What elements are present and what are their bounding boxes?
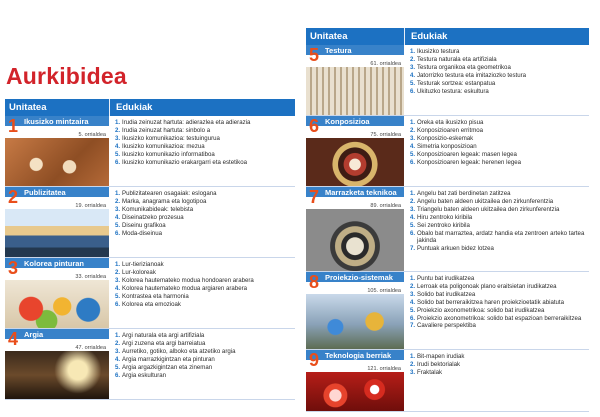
unit-row bbox=[306, 116, 589, 187]
content-item bbox=[410, 151, 585, 159]
item-text: Moda-diseinua bbox=[122, 229, 162, 237]
unit-row bbox=[5, 187, 295, 258]
item-text: Konposizio-eskemak bbox=[417, 134, 474, 142]
item-number: 6. bbox=[410, 229, 416, 237]
item-number: 2. bbox=[115, 268, 121, 276]
content-item bbox=[410, 135, 585, 143]
unit-number: 2 bbox=[8, 187, 19, 207]
unit-name: Marrazketa teknikoa bbox=[325, 188, 397, 197]
item-text: Ikusizko komunikazioa: mezua bbox=[122, 142, 205, 150]
unit-name: Testura bbox=[325, 46, 352, 55]
item-number: 3. bbox=[410, 290, 416, 298]
content-item bbox=[410, 190, 585, 198]
content-item bbox=[410, 159, 585, 167]
content-column-header: Edukiak bbox=[404, 28, 447, 45]
item-number: 1. bbox=[115, 332, 121, 339]
unit-number: 6 bbox=[309, 116, 320, 136]
unit-number: 3 bbox=[8, 258, 19, 278]
item-number: 6. bbox=[410, 158, 416, 166]
item-text: Konposizioaren erritmoa bbox=[417, 126, 484, 134]
unit-number: 4 bbox=[8, 329, 19, 349]
item-number: 5. bbox=[115, 150, 121, 158]
content-item bbox=[410, 214, 585, 222]
content-item bbox=[410, 198, 585, 206]
content-list bbox=[109, 258, 295, 328]
item-number: 4. bbox=[115, 355, 121, 363]
content-item bbox=[410, 315, 585, 323]
content-list bbox=[404, 350, 589, 411]
item-number: 3. bbox=[410, 63, 416, 71]
item-number: 5. bbox=[115, 292, 121, 300]
item-text: Solido bat berreraikitzea haren proiekzioetatik abiatuta bbox=[417, 298, 565, 306]
item-text: Cavaliere perspektiba bbox=[417, 322, 476, 330]
item-number: 4. bbox=[115, 142, 121, 150]
item-number: 3. bbox=[115, 205, 121, 213]
item-text: Ikusizko komunikazio erakargarri eta estetikoa bbox=[122, 158, 247, 166]
content-item bbox=[115, 301, 291, 309]
item-text: Ukituzko testura: eskultura bbox=[417, 87, 489, 95]
item-number: 3. bbox=[115, 134, 121, 142]
item-text: Irudia zeinuzat hartuta: adierazlea eta adierazia bbox=[122, 119, 251, 126]
toc-table-left bbox=[5, 99, 295, 400]
item-text: Fraktalak bbox=[417, 368, 443, 376]
content-column-header: Edukiak bbox=[109, 99, 152, 116]
item-text: Aurretiko, gotiko, alboko eta atzetiko argia bbox=[122, 347, 236, 355]
item-number: 7. bbox=[410, 322, 416, 330]
content-list bbox=[109, 187, 295, 257]
content-list bbox=[109, 116, 295, 186]
content-item bbox=[410, 48, 585, 56]
item-text: Kolorea eta emozioak bbox=[122, 300, 181, 308]
unit-name: Argia bbox=[24, 330, 44, 339]
unit-number: 9 bbox=[309, 350, 320, 370]
item-text: Kolorea hautemateko modua hondoaren arabera bbox=[122, 276, 254, 284]
unit-column-header: Unitatea bbox=[9, 102, 47, 113]
content-item bbox=[410, 143, 585, 151]
unit-row bbox=[306, 350, 589, 412]
unit-page-ref: 75. orrialdea bbox=[370, 132, 401, 138]
item-number: 6. bbox=[115, 158, 121, 166]
unit-number: 5 bbox=[309, 45, 320, 65]
content-list bbox=[109, 329, 295, 399]
content-item bbox=[115, 285, 291, 293]
item-text: Argia marrazkigintzan eta pinturan bbox=[122, 355, 215, 363]
item-number: 1. bbox=[115, 261, 121, 268]
unit-thumbnail bbox=[5, 187, 109, 257]
content-item bbox=[410, 369, 585, 377]
content-item bbox=[115, 332, 291, 340]
table-header bbox=[5, 99, 295, 116]
item-text: Kolorea hautemateko modua argiaren arabera bbox=[122, 284, 248, 292]
content-item bbox=[410, 283, 585, 291]
unit-image bbox=[306, 372, 404, 411]
content-item bbox=[115, 143, 291, 151]
item-number: 2. bbox=[115, 339, 121, 347]
item-number: 3. bbox=[115, 347, 121, 355]
item-number: 2. bbox=[410, 282, 416, 290]
item-number: 2. bbox=[410, 126, 416, 134]
content-item bbox=[410, 307, 585, 315]
item-number: 4. bbox=[410, 213, 416, 221]
item-number: 2. bbox=[410, 55, 416, 63]
table-header bbox=[306, 28, 589, 45]
unit-image bbox=[306, 67, 404, 115]
item-text: Lur-tierizianoak bbox=[122, 261, 164, 268]
content-item bbox=[410, 127, 585, 135]
content-list bbox=[404, 272, 589, 349]
item-number: 1. bbox=[410, 48, 416, 55]
item-number: 4. bbox=[115, 284, 121, 292]
item-text: Argi naturala eta argi artifiziala bbox=[122, 332, 205, 339]
item-number: 2. bbox=[115, 197, 121, 205]
content-item bbox=[410, 88, 585, 96]
item-text: Irudi bektorialak bbox=[417, 360, 461, 368]
content-item bbox=[410, 275, 585, 283]
item-number: 4. bbox=[115, 213, 121, 221]
content-item bbox=[410, 64, 585, 72]
content-item bbox=[115, 269, 291, 277]
unit-page-ref: 33. orrialdea bbox=[75, 274, 106, 280]
item-text: Hiru zentroko kiribila bbox=[417, 213, 473, 221]
item-number: 6. bbox=[410, 87, 416, 95]
unit-row bbox=[5, 258, 295, 329]
content-item bbox=[115, 198, 291, 206]
toc-table-right bbox=[306, 28, 589, 412]
content-item bbox=[410, 222, 585, 230]
item-text: Angelu bat zati berdinetan zatitzea bbox=[417, 190, 511, 197]
item-text: Argia argazkigintzan eta zineman bbox=[122, 363, 213, 371]
unit-title-bar bbox=[306, 45, 404, 55]
unit-thumbnail bbox=[306, 116, 404, 186]
content-item bbox=[115, 214, 291, 222]
unit-thumbnail bbox=[5, 116, 109, 186]
unit-column-header: Unitatea bbox=[310, 31, 348, 42]
unit-thumbnail bbox=[5, 329, 109, 399]
content-item bbox=[115, 261, 291, 269]
content-item bbox=[115, 127, 291, 135]
content-item bbox=[115, 222, 291, 230]
unit-name: Teknologia berriak bbox=[325, 351, 392, 360]
content-list bbox=[404, 187, 589, 271]
unit-thumbnail bbox=[306, 45, 404, 115]
item-number: 6. bbox=[115, 371, 121, 379]
content-item bbox=[115, 356, 291, 364]
item-text: Ikusizko komunikazio informatiboa bbox=[122, 150, 215, 158]
item-text: Lur-koloreak bbox=[122, 268, 156, 276]
item-text: Ikusizko komunikazioa: testuinguruа bbox=[122, 134, 220, 142]
content-item bbox=[115, 293, 291, 301]
unit-image bbox=[5, 138, 109, 186]
unit-page-ref: 5. orrialdea bbox=[78, 132, 106, 138]
unit-image bbox=[306, 209, 404, 271]
item-text: Testura naturala eta artifiziala bbox=[417, 55, 497, 63]
content-item bbox=[410, 230, 585, 246]
content-item bbox=[115, 230, 291, 238]
unit-row bbox=[306, 45, 589, 116]
unit-image bbox=[5, 280, 109, 328]
content-list bbox=[404, 116, 589, 186]
unit-name: Ikusizko mintzaira bbox=[24, 117, 89, 126]
unit-thumbnail bbox=[306, 272, 404, 349]
content-item bbox=[410, 245, 585, 253]
item-text: Puntuak arkuen bidez lotzea bbox=[417, 245, 494, 253]
content-item bbox=[115, 151, 291, 159]
item-number: 5. bbox=[410, 306, 416, 314]
item-text: Ikusizko testura bbox=[417, 48, 460, 55]
item-text: Diseinatzeko prozesua bbox=[122, 213, 184, 221]
unit-row bbox=[5, 116, 295, 187]
item-text: Bit-mapen irudiak bbox=[417, 353, 465, 360]
unit-image bbox=[5, 209, 109, 257]
item-number: 6. bbox=[410, 314, 416, 322]
item-number: 5. bbox=[410, 79, 416, 87]
content-item bbox=[410, 206, 585, 214]
item-text: Solido bat irudikatzea bbox=[417, 290, 476, 298]
item-text: Angelu baten aldeen ukitzailea den zirkunferentzia bbox=[417, 197, 554, 205]
unit-thumbnail bbox=[306, 350, 404, 411]
item-number: 3. bbox=[115, 276, 121, 284]
content-item bbox=[115, 340, 291, 348]
item-number: 2. bbox=[115, 126, 121, 134]
unit-row bbox=[5, 329, 295, 400]
item-text: Testura organikoa eta geometrikoa bbox=[417, 63, 511, 71]
item-text: Proiekzio axonometrikoa: solido bat espazioan berreraikitzea bbox=[417, 314, 582, 322]
item-text: Komunikabideak: telebista bbox=[122, 205, 194, 213]
unit-row bbox=[306, 272, 589, 350]
item-text: Testurak sortzea: estanpatua bbox=[417, 79, 496, 87]
unit-title-bar bbox=[5, 329, 109, 339]
item-number: 1. bbox=[410, 190, 416, 197]
item-number: 1. bbox=[410, 119, 416, 126]
unit-page-ref: 105. orrialdea bbox=[367, 288, 401, 294]
content-item bbox=[115, 159, 291, 167]
content-item bbox=[115, 190, 291, 198]
unit-name: Publizitatea bbox=[24, 188, 66, 197]
item-text: Oreka eta ikusizko pisua bbox=[417, 119, 484, 126]
item-text: Diseinu grafikoa bbox=[122, 221, 166, 229]
item-number: 3. bbox=[410, 205, 416, 213]
item-number: 5. bbox=[115, 221, 121, 229]
unit-image bbox=[306, 294, 404, 349]
item-text: Puntu bat irudikatzea bbox=[417, 275, 475, 282]
unit-number: 1 bbox=[8, 116, 19, 136]
content-item bbox=[410, 322, 585, 330]
item-number: 7. bbox=[410, 245, 416, 253]
item-text: Konposizioaren legeak: masen legea bbox=[417, 150, 517, 158]
unit-page-ref: 19. orrialdea bbox=[75, 203, 106, 209]
item-number: 4. bbox=[410, 142, 416, 150]
content-item bbox=[115, 372, 291, 380]
content-item bbox=[115, 277, 291, 285]
content-item bbox=[410, 299, 585, 307]
item-number: 4. bbox=[410, 298, 416, 306]
item-text: Kontrastea eta harmonia bbox=[122, 292, 189, 300]
unit-image bbox=[5, 351, 109, 399]
unit-page-ref: 47. orrialdea bbox=[75, 345, 106, 351]
content-item bbox=[410, 119, 585, 127]
item-text: Irudia zeinuzat hartuta: sinbolo a bbox=[122, 126, 211, 134]
item-text: Argia eskulturan bbox=[122, 371, 167, 379]
item-number: 5. bbox=[410, 221, 416, 229]
page-title: Aurkibidea bbox=[6, 63, 127, 89]
content-item bbox=[115, 364, 291, 372]
content-item bbox=[115, 135, 291, 143]
item-text: Lerroak eta poligonoak plano eraitsietan irudikatzea bbox=[417, 282, 557, 290]
item-text: Konposizioaren legeak: herenen legea bbox=[417, 158, 522, 166]
unit-page-ref: 121. orrialdea bbox=[367, 366, 401, 372]
unit-number: 8 bbox=[309, 272, 320, 292]
item-number: 5. bbox=[410, 150, 416, 158]
content-item bbox=[410, 291, 585, 299]
item-number: 1. bbox=[115, 119, 121, 126]
item-number: 3. bbox=[410, 134, 416, 142]
item-number: 6. bbox=[115, 300, 121, 308]
unit-name: Kolorea pinturan bbox=[24, 259, 85, 268]
content-item bbox=[410, 80, 585, 88]
content-item bbox=[115, 119, 291, 127]
item-text: Publizitatearen osagaiak: eslogana bbox=[122, 190, 217, 197]
unit-image bbox=[306, 138, 404, 186]
content-item bbox=[115, 348, 291, 356]
item-text: Argi zuzena eta argi barreiatua bbox=[122, 339, 206, 347]
item-text: Triangelu baten aldeen ukitzailea den zirkunferentzia bbox=[417, 205, 560, 213]
item-number: 3. bbox=[410, 368, 416, 376]
item-number: 1. bbox=[115, 190, 121, 197]
item-text: Marka, anagrama eta logotipoa bbox=[122, 197, 207, 205]
item-number: 4. bbox=[410, 71, 416, 79]
item-number: 2. bbox=[410, 360, 416, 368]
content-item bbox=[115, 206, 291, 214]
content-item bbox=[410, 361, 585, 369]
item-number: 6. bbox=[115, 229, 121, 237]
unit-row bbox=[306, 187, 589, 272]
unit-thumbnail bbox=[5, 258, 109, 328]
item-text: Proiekzio axonometrikoa: solido bat irudikatzea bbox=[417, 306, 545, 314]
item-number: 1. bbox=[410, 275, 416, 282]
unit-page-ref: 61. orrialdea bbox=[370, 61, 401, 67]
unit-page-ref: 89. orrialdea bbox=[370, 203, 401, 209]
item-number: 5. bbox=[115, 363, 121, 371]
unit-number: 7 bbox=[309, 187, 320, 207]
item-text: Simetria konposizioan bbox=[417, 142, 477, 150]
item-text: Sei zentroko kiribila bbox=[417, 221, 470, 229]
unit-name: Konposizioa bbox=[325, 117, 370, 126]
unit-thumbnail bbox=[306, 187, 404, 271]
content-item bbox=[410, 72, 585, 80]
content-item bbox=[410, 353, 585, 361]
item-text: Jatorrizko testura eta imitaziozko testura bbox=[417, 71, 527, 79]
content-item bbox=[410, 56, 585, 64]
item-text: Obalo bat marraztea, ardatz handia eta zentroen arteko tartea jakinda bbox=[417, 229, 585, 245]
item-number: 1. bbox=[410, 353, 416, 360]
unit-name: Proiekzio-sistemak bbox=[325, 273, 393, 282]
content-list bbox=[404, 45, 589, 115]
item-number: 2. bbox=[410, 197, 416, 205]
